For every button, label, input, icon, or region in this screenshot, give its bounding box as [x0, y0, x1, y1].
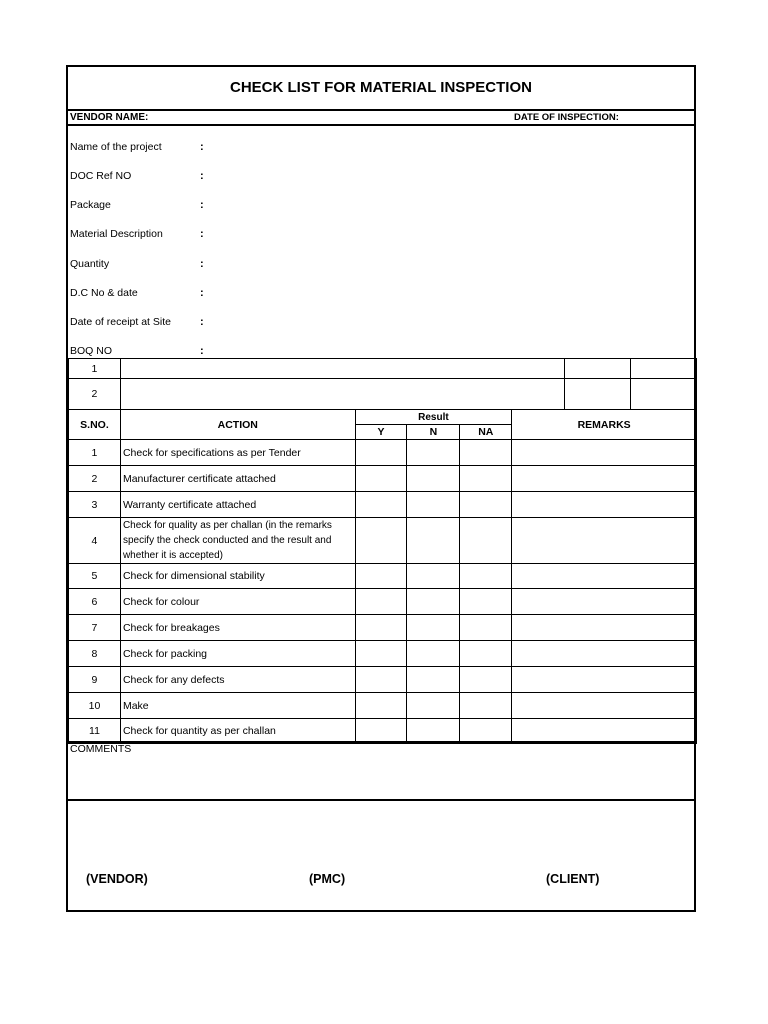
result-na-cell[interactable]: [460, 667, 512, 693]
comments-area[interactable]: [68, 757, 694, 799]
header-remarks: REMARKS: [512, 410, 697, 440]
boq-row-number: 1: [69, 359, 121, 379]
info-label-boq-no: BOQ NO: [70, 345, 113, 357]
remarks-cell[interactable]: [512, 466, 697, 492]
item-action: Check for dimensional stability: [120, 564, 355, 589]
result-y-cell[interactable]: [355, 440, 407, 466]
checklist-table: [68, 409, 697, 744]
item-action: Check for breakages: [120, 615, 355, 641]
result-y-cell[interactable]: [355, 719, 407, 744]
info-colon: :: [200, 228, 204, 240]
info-colon: :: [200, 258, 204, 270]
boq-cell[interactable]: [631, 379, 697, 410]
table-row: [69, 440, 697, 466]
item-action: Check for any defects: [120, 667, 355, 693]
remarks-cell[interactable]: [512, 641, 697, 667]
result-n-cell[interactable]: [407, 564, 460, 589]
item-sno: 2: [69, 466, 121, 492]
remarks-cell[interactable]: [512, 440, 697, 466]
remarks-cell[interactable]: [512, 589, 697, 615]
header-na: NA: [460, 425, 512, 440]
remarks-cell[interactable]: [512, 615, 697, 641]
result-na-cell[interactable]: [460, 518, 512, 564]
item-action: Warranty certificate attached: [120, 492, 355, 518]
item-action: Check for quantity as per challan: [120, 719, 355, 744]
result-na-cell[interactable]: [460, 466, 512, 492]
header-action: ACTION: [120, 410, 355, 440]
divider: [68, 109, 694, 111]
result-na-cell[interactable]: [460, 589, 512, 615]
item-sno: 7: [69, 615, 121, 641]
table-row: [69, 693, 697, 719]
info-colon: :: [200, 345, 204, 357]
boq-row: [69, 379, 697, 410]
result-n-cell[interactable]: [407, 693, 460, 719]
info-label-dc-no: D.C No & date: [70, 287, 138, 299]
table-row: [69, 641, 697, 667]
remarks-cell[interactable]: [512, 667, 697, 693]
item-action: Check for colour: [120, 589, 355, 615]
table-row: [69, 492, 697, 518]
table-row: [69, 615, 697, 641]
result-y-cell[interactable]: [355, 564, 407, 589]
remarks-cell[interactable]: [512, 518, 697, 564]
pmc-signature-label: (PMC): [309, 872, 346, 886]
result-na-cell[interactable]: [460, 440, 512, 466]
date-of-inspection-label: DATE OF INSPECTION:: [514, 112, 619, 123]
boq-table: [68, 358, 697, 410]
remarks-cell[interactable]: [512, 564, 697, 589]
table-row: [69, 564, 697, 589]
info-colon: :: [200, 287, 204, 299]
table-row: [69, 518, 697, 564]
result-n-cell[interactable]: [407, 518, 460, 564]
table-row: [69, 719, 697, 744]
vendor-name-label: VENDOR NAME:: [70, 112, 149, 123]
result-y-cell[interactable]: [355, 518, 407, 564]
item-sno: 5: [69, 564, 121, 589]
result-na-cell[interactable]: [460, 492, 512, 518]
table-row: [69, 466, 697, 492]
info-label-package: Package: [70, 199, 111, 211]
inspection-form: [66, 65, 696, 912]
result-na-cell[interactable]: [460, 615, 512, 641]
divider: [68, 124, 694, 126]
result-n-cell[interactable]: [407, 440, 460, 466]
result-na-cell[interactable]: [460, 719, 512, 744]
info-colon: :: [200, 141, 204, 153]
item-sno: 8: [69, 641, 121, 667]
item-sno: 9: [69, 667, 121, 693]
vendor-signature-label: (VENDOR): [86, 872, 148, 886]
comments-label: COMMENTS: [70, 743, 132, 755]
result-n-cell[interactable]: [407, 615, 460, 641]
info-label-project: Name of the project: [70, 141, 162, 153]
info-label-quantity: Quantity: [70, 258, 110, 270]
result-n-cell[interactable]: [407, 641, 460, 667]
info-label-material-description: Material Description: [70, 228, 163, 240]
table-row: [69, 667, 697, 693]
item-sno: 1: [69, 440, 121, 466]
info-colon: :: [200, 170, 204, 182]
item-sno: 10: [69, 693, 121, 719]
result-na-cell[interactable]: [460, 693, 512, 719]
result-n-cell[interactable]: [407, 589, 460, 615]
result-y-cell[interactable]: [355, 615, 407, 641]
divider: [68, 799, 694, 801]
form-title: CHECK LIST FOR MATERIAL INSPECTION: [230, 79, 532, 96]
result-y-cell[interactable]: [355, 589, 407, 615]
remarks-cell[interactable]: [512, 492, 697, 518]
result-n-cell[interactable]: [407, 719, 460, 744]
header-sno: S.NO.: [69, 410, 121, 440]
boq-cell[interactable]: [565, 359, 631, 379]
item-sno: 6: [69, 589, 121, 615]
header-y: Y: [355, 425, 407, 440]
remarks-cell[interactable]: [512, 693, 697, 719]
boq-cell[interactable]: [120, 379, 564, 410]
info-label-doc-ref: DOC Ref NO: [70, 170, 132, 182]
remarks-cell[interactable]: [512, 719, 697, 744]
result-y-cell[interactable]: [355, 466, 407, 492]
table-row: [69, 589, 697, 615]
divider: [68, 741, 694, 743]
info-label-receipt-date: Date of receipt at Site: [70, 316, 171, 328]
header-result: Result: [355, 410, 512, 425]
result-y-cell[interactable]: [355, 641, 407, 667]
item-sno: 4: [69, 518, 121, 564]
item-action: Manufacturer certificate attached: [120, 466, 355, 492]
result-n-cell[interactable]: [407, 667, 460, 693]
client-signature-label: (CLIENT): [546, 872, 600, 886]
result-y-cell[interactable]: [355, 693, 407, 719]
item-sno: 3: [69, 492, 121, 518]
boq-row-number: 2: [69, 379, 121, 410]
result-y-cell[interactable]: [355, 667, 407, 693]
item-sno: 11: [69, 719, 121, 744]
result-n-cell[interactable]: [407, 466, 460, 492]
info-colon: :: [200, 199, 204, 211]
item-action: Check for packing: [120, 641, 355, 667]
result-na-cell[interactable]: [460, 564, 512, 589]
item-action: Check for quality as per challan (in the remarks specify the check conducted and the result and whether it is accepted): [120, 518, 355, 564]
item-action: Make: [120, 693, 355, 719]
info-colon: :: [200, 316, 204, 328]
boq-row: [69, 359, 697, 379]
boq-cell[interactable]: [120, 359, 564, 379]
header-n: N: [407, 425, 460, 440]
result-n-cell[interactable]: [407, 492, 460, 518]
item-action: Check for specifications as per Tender: [120, 440, 355, 466]
result-y-cell[interactable]: [355, 492, 407, 518]
result-na-cell[interactable]: [460, 641, 512, 667]
boq-cell[interactable]: [565, 379, 631, 410]
boq-cell[interactable]: [631, 359, 697, 379]
